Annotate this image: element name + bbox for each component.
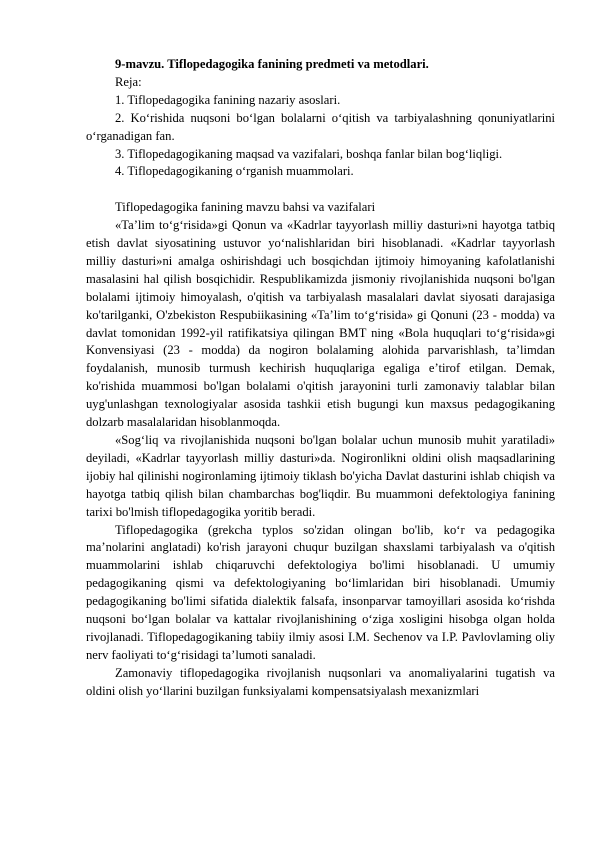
plan-item-4: 4. Tiflopedagogikaning o‘rganish muammolari.: [115, 164, 354, 179]
blank-line: [86, 181, 555, 199]
body-paragraph-4: Zamonaviy tiflopedagogika rivojlanish nuqsonlari va anomaliyalarini tugatish va oldini olish yo‘llarini buzilgan funksiyalami kompensatsiyalash mexanizmlari: [86, 665, 555, 698]
body-paragraph-2: «Sog‘liq va rivojlanishida nuqsoni bo'lgan bolalar uchun munosib muhit yaratiladi» deyiladi, «Kadrlar tayyorlash milliy dasturi»da. Nogironlikni oldini olish maqsadlarining ijobiy hal qilinishi nogironlaming ijtimoiy tiklash bo'yicha Davlat dasturini ishlab chiqish va hayotga tatbiq qilish bilan chambarchas bog'liqdir. Bu muammoni defektologiya fanining tarixi bo'lmish tiflopedagogika yoritib beradi.: [86, 433, 555, 519]
document-page: [86, 56, 555, 701]
document-title: 9-mavzu. Tiflopedagogika fanining predmeti va metodlari.: [115, 57, 429, 71]
plan-item-3: 3. Tiflopedagogikaning maqsad va vazifalari, boshqa fanlar bilan bog‘liqligi.: [115, 146, 503, 161]
plan-item-1: 1. Tiflopedagogika fanining nazariy asoslari.: [115, 92, 341, 107]
body-paragraph-1: «Ta’lim to‘g‘risida»gi Qonun va «Kadrlar tayyorlash milliy dasturi»ni hayotga tatbiq etish davlat siyosatining ustuvor yo‘nalishlaridan biri hisoblanadi. «Kadrlar tayyorlash milliy dasturi»ni amalga oshirishdagi uch bosqichdan ijtimoiy himoyaning kafolatlanishi masalasini hal qilish bosqichidir. Respublikamizda jismoniy rivojlanishida nuqsoni bo'lgan bolalami ijtimoiy himoyalash, o'qitish va tarbiyalash masalalari davlat siyosati darajasiga ko'tarilganki, O'zbekiston Respubiikasining «Ta’lim to‘g‘risida» gi Qonuni (23 - modda) va davlat tomonidan 1992-yil ratifikatsiya qilingan BMT ning «Bola huquqlari to‘g‘risida»gi Konvensiyasi (23 - modda) da nogiron bolalaming alohida parvarishlash, ta’limdan foydalanish, munosib turmush kechirish huquqlariga egaliga e’tirof etilgan. Demak, ko'rishida muammosi bo'lgan bolalami o'qitish jarayonini turli zamonaviy talablar bilan uyg'unlashgan texnologiyalar asosida tashkii etish bugungi kun maxsus pedagogikaning dolzarb masalalaridan hisoblanmoqda.: [86, 218, 555, 430]
plan-item-2: 2. Ko‘rishida nuqsoni bo‘lgan bolalarni o‘qitish va tarbiyalashning qonuniyatlarini o‘rganadigan fan.: [86, 110, 555, 143]
section-heading: Tiflopedagogika fanining mavzu bahsi va vazifalari: [115, 200, 376, 215]
plan-label: Reja:: [115, 74, 142, 89]
body-paragraph-3: Tiflopedagogika (grekcha typlos so'zidan olingan bo'lib, ko‘r va pedagogika ma’nolarini anglatadi) ko'rish jarayoni chuqur buzilgan shaxslami tarbiyalash va o'qitish muammolarini ishlab chiqaruvchi defektologiya bo'limi hisoblanadi. U umumiy pedagogikaning qismi va defektologiyaning bo‘limlaridan biri hisoblanadi. Umumiy pedagogikaning bo'limi sifatida dialektik falsafa, insonparvar tamoyillari asosida ko‘rishda nuqsoni bo‘lgan bolalar va kattalar rivojlanishining o‘ziga xosligini hisobga olgan holda rivojlanadi. Tiflopedagogikaning tabiiy ilmiy asosi I.M. Sechenov va I.P. Pavlovlaming oliy nerv faoliyati to‘g‘risidagi ta’lumoti sanaladi.: [86, 522, 555, 662]
